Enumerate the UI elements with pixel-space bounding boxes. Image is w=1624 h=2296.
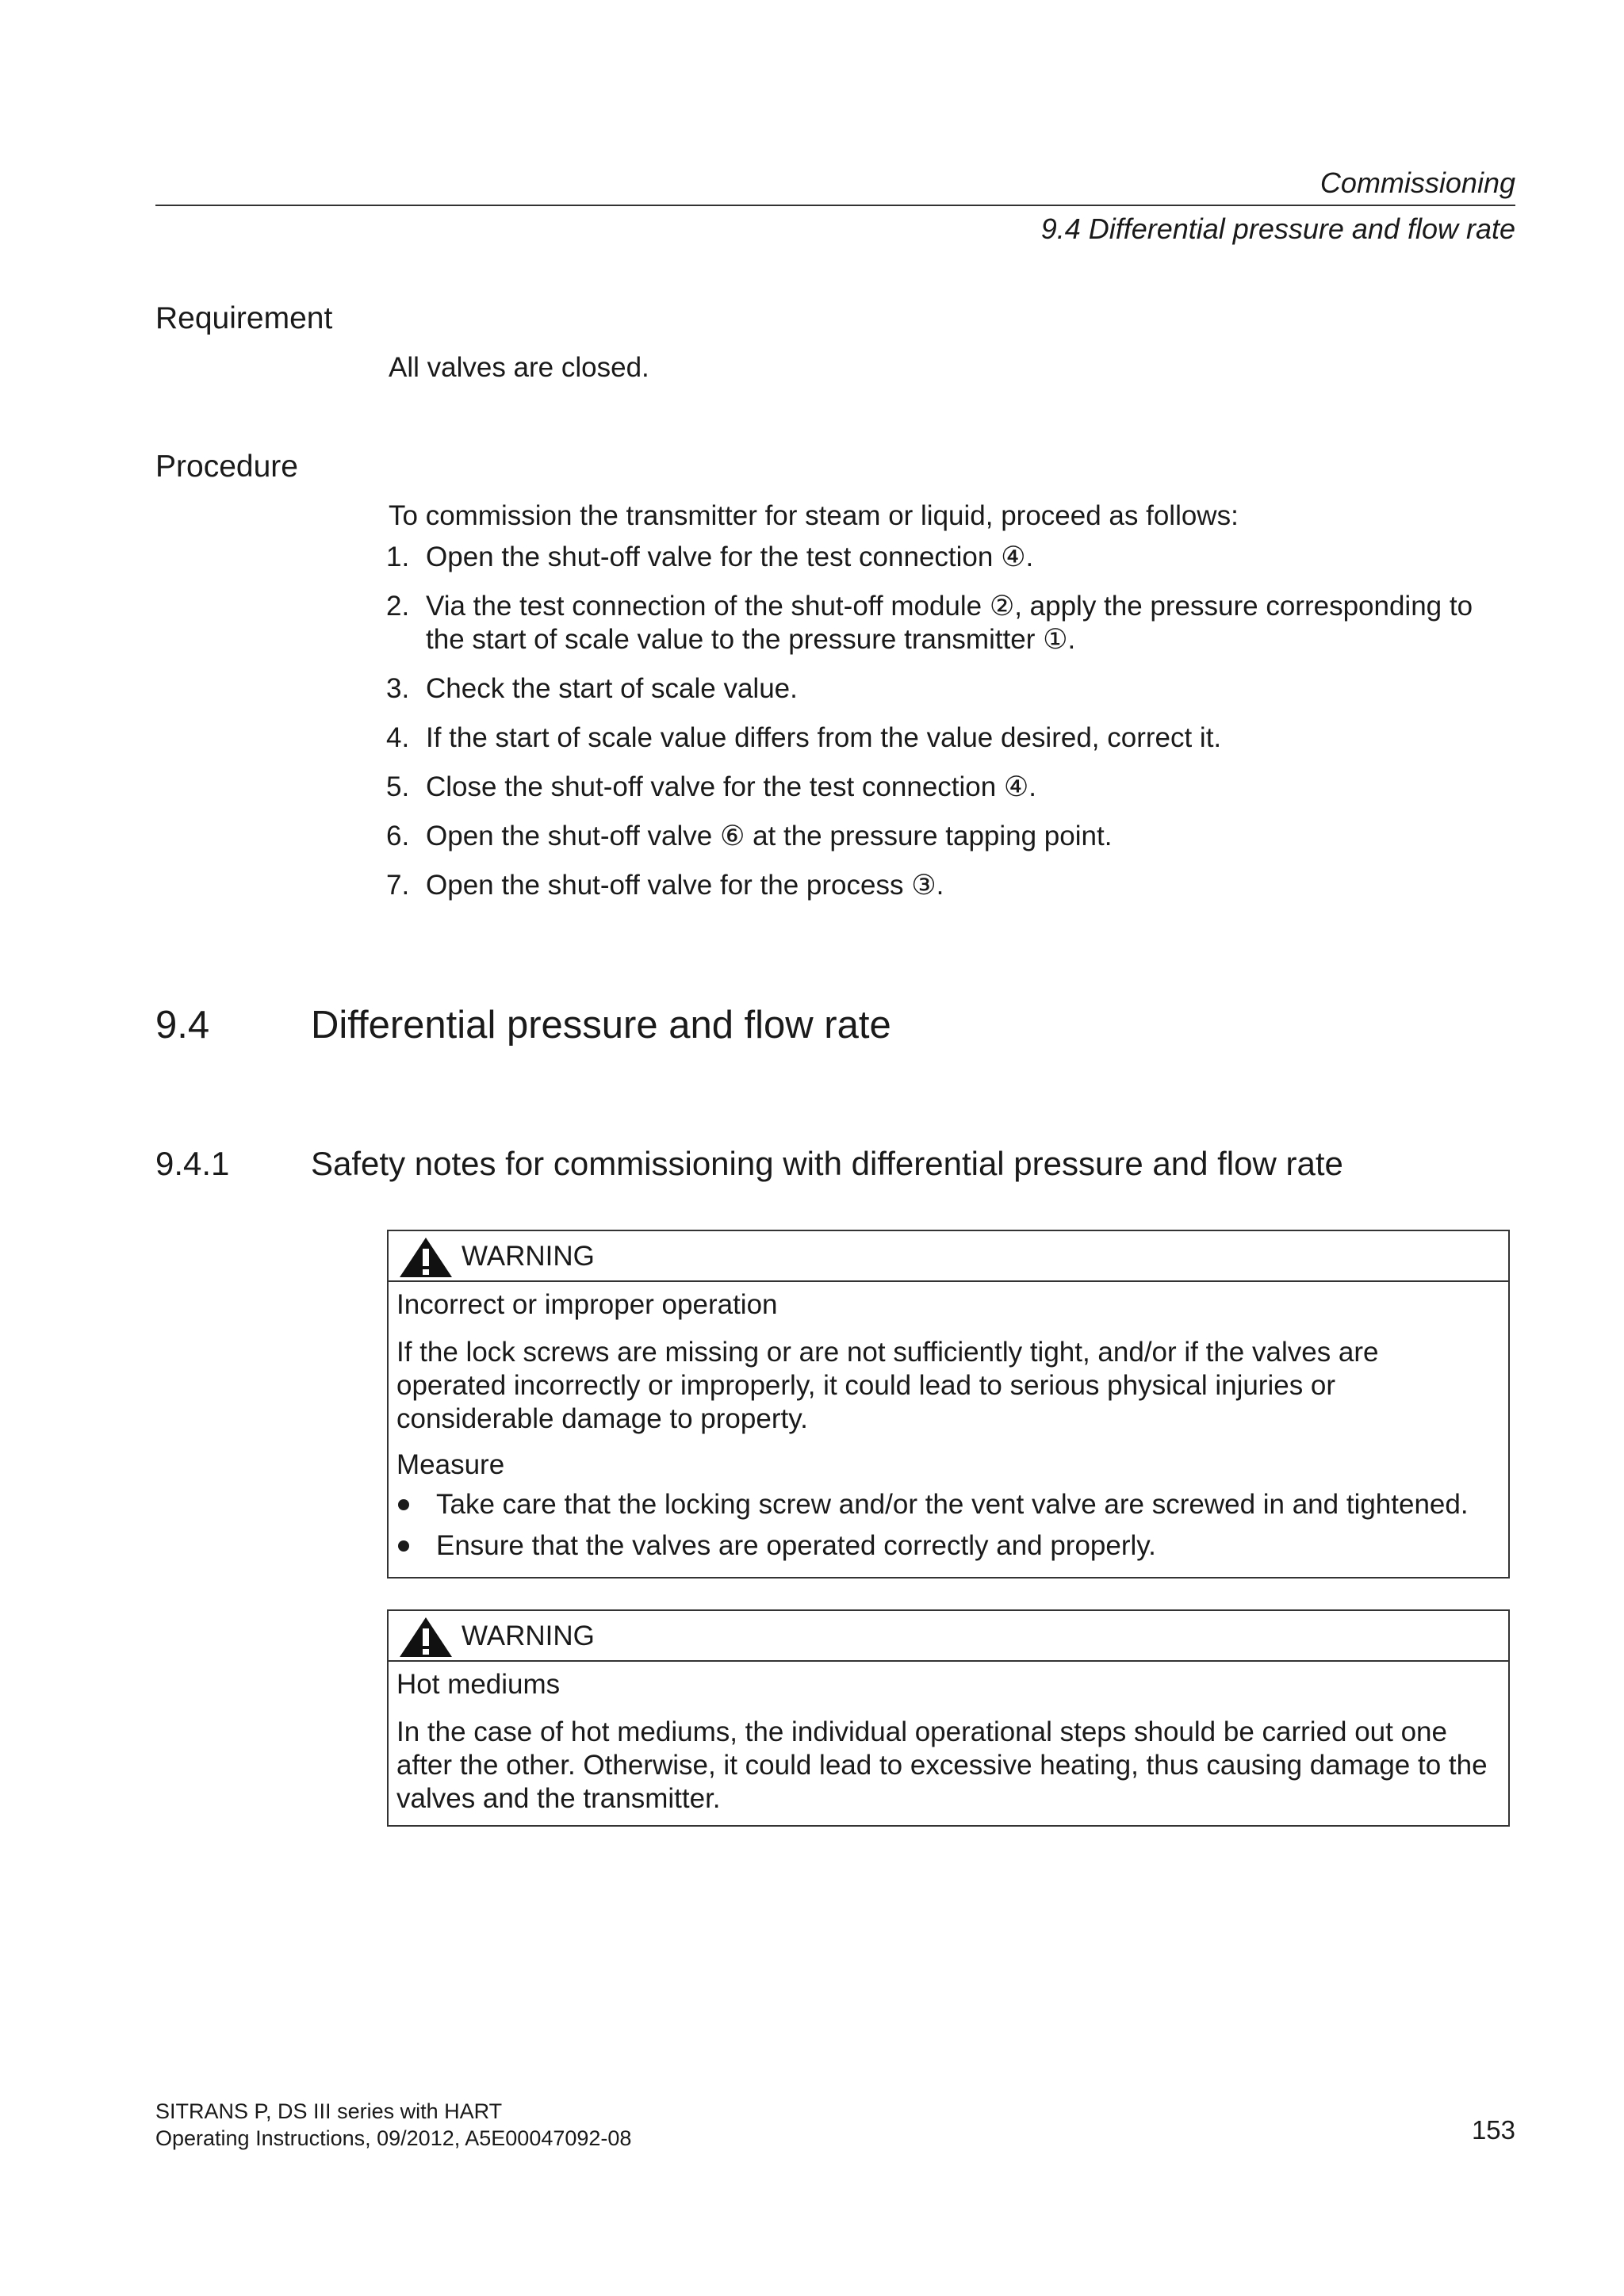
procedure-step <box>386 820 1516 853</box>
step-number: 7. <box>386 870 410 901</box>
procedure-step <box>386 541 1516 574</box>
step-number: 5. <box>386 771 410 802</box>
step-text: Open the shut-off valve ⑥ at the pressure tapping point. <box>426 821 1113 851</box>
measure-item <box>396 1488 1494 1521</box>
step-text: Via the test connection of the shut-off module ②, apply the pressure corresponding to the start of scale value to the pressure transmitter ①. <box>426 591 1473 655</box>
bullet-icon <box>398 1499 409 1510</box>
warning-title: Hot mediums <box>396 1669 561 1700</box>
header-chapter: Commissioning <box>1320 166 1515 199</box>
warning-box-operation <box>387 1230 1510 1578</box>
step-text: Check the start of scale value. <box>426 673 798 704</box>
warning-label: WARNING <box>462 1241 595 1272</box>
measure-list <box>396 1488 1494 1563</box>
step-number: 3. <box>386 673 410 704</box>
step-number: 1. <box>386 541 410 572</box>
warning-triangle-icon <box>398 1616 454 1659</box>
footer-product: SITRANS P, DS III series with HART <box>155 2099 503 2123</box>
warning-box-hot-mediums <box>387 1609 1510 1827</box>
measure-text: Ensure that the valves are operated correctly and properly. <box>436 1530 1156 1561</box>
measure-item <box>396 1529 1494 1563</box>
footer-doc: Operating Instructions, 09/2012, A5E00047092-08 <box>155 2126 632 2150</box>
warning-body <box>389 1662 1508 1835</box>
section-number: 9.4 <box>155 1004 210 1047</box>
procedure-heading: Procedure <box>155 450 298 484</box>
procedure-step <box>386 672 1516 706</box>
step-text: If the start of scale value differs from the value desired, correct it. <box>426 722 1222 753</box>
measure-label: Measure <box>396 1449 505 1480</box>
step-text: Close the shut-off valve for the test connection ④. <box>426 771 1037 802</box>
warning-label: WARNING <box>462 1621 595 1651</box>
header-rule <box>155 205 1515 206</box>
subsection-number: 9.4.1 <box>155 1145 230 1182</box>
step-text: Open the shut-off valve for the test connection ④. <box>426 541 1034 572</box>
procedure-step <box>386 869 1516 902</box>
warning-header <box>389 1611 1508 1662</box>
requirement-heading: Requirement <box>155 301 333 335</box>
warning-header <box>389 1231 1508 1282</box>
step-number: 2. <box>386 591 410 622</box>
subsection-title: Safety notes for commissioning with differential pressure and flow rate <box>311 1145 1343 1182</box>
procedure-step <box>386 590 1516 656</box>
warning-body <box>389 1282 1508 1577</box>
page-number: 153 <box>1471 2115 1515 2145</box>
procedure-step <box>386 721 1516 755</box>
warning-triangle-icon <box>398 1236 454 1279</box>
procedure-steps <box>386 541 1516 918</box>
bullet-icon <box>398 1540 409 1552</box>
requirement-text: All valves are closed. <box>389 352 649 383</box>
step-number: 6. <box>386 821 410 851</box>
step-text: Open the shut-off valve for the process ③. <box>426 870 944 901</box>
procedure-intro: To commission the transmitter for steam or liquid, proceed as follows: <box>389 500 1239 531</box>
procedure-step <box>386 771 1516 804</box>
warning-text: In the case of hot mediums, the individual operational steps should be carried out one after the other. Otherwise, it could lead to excessive heating, thus causing damage to the valves and the transmitter. <box>396 1716 1488 1814</box>
warning-text: If the lock screws are missing or are not sufficiently tight, and/or if the valves are operated incorrectly or improperly, it could lead to serious physical injuries or considerable damage to property. <box>396 1337 1379 1434</box>
section-title: Differential pressure and flow rate <box>311 1004 891 1047</box>
warning-title: Incorrect or improper operation <box>396 1289 778 1320</box>
header-section: 9.4 Differential pressure and flow rate <box>1040 212 1515 245</box>
step-number: 4. <box>386 722 410 753</box>
measure-text: Take care that the locking screw and/or the vent valve are screwed in and tightened. <box>436 1489 1469 1520</box>
